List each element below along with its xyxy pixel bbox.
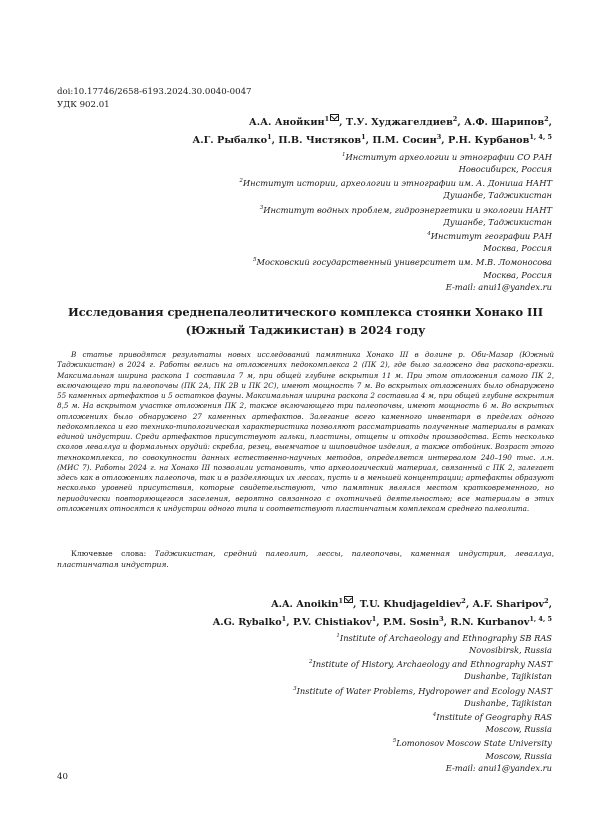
en-affiliation-city: Novosibirsk, Russia <box>468 645 552 656</box>
ru-affiliations <box>239 149 552 293</box>
doi-block <box>57 86 252 112</box>
en-affiliation: $^3$Institute of Water Problems, Hydropower and Ecology NAST <box>293 685 552 696</box>
en-email[interactable]: E-mail: anui1@yandex.ru <box>445 762 552 773</box>
en-affiliation: $^5$Lomonosov Moscow State University <box>392 738 552 749</box>
ru-author: П.М. Сосин$^3$, <box>372 133 448 147</box>
en-author: A.F. Sharipov$^2$, <box>472 597 552 611</box>
en-affiliation-city: Moscow, Russia <box>485 750 552 761</box>
keywords-label: Ключевые слова: <box>71 549 147 558</box>
ru-author: А.А. Анойкин$^1$ , <box>248 115 346 129</box>
page-number: 40 <box>57 772 68 782</box>
en-author: A.A. Anoikin$^1$ , <box>271 597 360 611</box>
en-affiliation-city: Dushanbe, Tajikistan <box>463 697 552 708</box>
en-affiliation-city: Dushanbe, Tajikistan <box>463 671 552 682</box>
ru-authors <box>192 112 552 148</box>
en-author-line-1 <box>213 594 552 612</box>
ru-affiliation-city: Душанбе, Таджикистан <box>443 216 552 227</box>
ru-author: Т.У. Худжагелдиев$^2$, <box>345 115 465 129</box>
en-affiliations <box>293 630 552 774</box>
title-line-1: Исследования среднепалеолитического комплекса стоянки Хонако III <box>67 305 544 319</box>
ru-affiliation: $^4$Институт географии РАН <box>427 230 552 241</box>
ru-affiliation-city: Москва, Россия <box>483 243 552 254</box>
en-affiliation: $^4$Institute of Geography RAS <box>432 711 552 722</box>
en-affiliation: $^2$Institute of History, Archaeology and Ethnography NAST <box>309 659 552 670</box>
udk-line: УДК 902.01 <box>57 100 110 110</box>
ru-email[interactable]: E-mail: anui1@yandex.ru <box>445 281 552 292</box>
doi-line[interactable]: doi:10.17746/2658-6193.2024.30.0040-0047 <box>57 87 252 97</box>
en-author: A.G. Rybalko$^1$, <box>212 615 293 629</box>
mail-icon <box>330 114 339 121</box>
title-line-2: (Южный Таджикистан) в 2024 году <box>185 323 426 337</box>
ru-affiliation-city: Душанбе, Таджикистан <box>443 190 552 201</box>
en-author: P.M. Sosin$^3$, <box>382 615 451 629</box>
en-authors <box>213 594 552 630</box>
ru-affiliation: $^5$Московский государственный университет им. М.В. Ломоносова <box>252 257 552 268</box>
ru-author: Р.Н. Курбанов$^{1, 4, 5}$ <box>448 133 552 147</box>
ru-affiliation: $^3$Институт водных проблем, гидроэнергетики и экологии НАНТ <box>259 204 552 215</box>
mail-icon <box>344 596 353 603</box>
article-title <box>57 303 554 339</box>
ru-author: П.В. Чистяков$^1$, <box>278 133 373 147</box>
ru-affiliation-city: Новосибирск, Россия <box>458 164 552 175</box>
ru-author-line-2 <box>192 130 552 148</box>
en-author: P.V. Chistiakov$^1$, <box>292 615 383 629</box>
ru-affiliation-city: Москва, Россия <box>483 269 552 280</box>
keywords-text: Таджикистан, средний палеолит, лессы, палеопочвы, каменная индустрия, леваллуа, пластинчатая индустрия. <box>57 549 554 569</box>
ru-author: А.Ф. Шарипов$^2$, <box>464 115 552 129</box>
ru-author-line-1 <box>192 112 552 130</box>
en-affiliation-city: Moscow, Russia <box>485 724 552 735</box>
en-author: T.U. Khudjageldiev$^2$, <box>359 597 473 611</box>
ru-affiliation: $^2$Институт истории, археологии и этнографии им. А. Дониша НАНТ <box>239 178 552 189</box>
en-affiliation: $^1$Institute of Archaeology and Ethnography SB RAS <box>336 632 552 643</box>
en-author-line-2 <box>213 612 552 630</box>
ru-author: А.Г. Рыбалко$^1$, <box>192 133 279 147</box>
en-author: R.N. Kurbanov$^{1, 4, 5}$ <box>450 615 552 629</box>
abstract: В статье приводятся результаты новых исследований памятника Хонако III в долине р. Оби-Мазар (Южный Таджикистан) в 2024 г. Работы велись на отложениях педокомплекса 2 (ПК 2), где было заложено два раскопа-врезки. Максимальная ширина раскопа 1 составила 7 м, при общей глубине вскрытия 11 м. При этом отложения самого ПК 2, включающего три палеопочвы (ПК 2А, ПК 2В и ПК 2С), имеют мощность 7 м. Во вскрытых отложениях было обнаружено 55 каменных артефактов и 5 остатков фауны. Максимальная ширина раскопа 2 составила 4 м, при общей глубине вскрытия 8,5 м. На вскрытом участке отложения ПК 2, также включающего три палеопочвы, имеют мощность 6 м. Во вскрытых отложениях было обнаружено 27 каменных артефактов. Залегание всего каменного инвентаря в пределах одного педокомплекса и его технико-типологическая характеристика позволяют рассматривать полученные материалы в рамках единой индустрии. Среди артефактов присутствуют гальки, пластины, отщепы и отходы производства. Есть несколько сколов леваллуа и формальных орудий: скребла, резец, выемчатое и шиповидное изделия, а также отбойник. Возраст этого технокомплекса, по совокупности данных естественно-научных методов, определяется интервалом 240–190 тыс. л.н. (МИС 7). Работы 2024 г. на Хонако III позволили установить, что археологический материал, связанный с ПК 2, залегает здесь как в отложениях палеопочв, так и в разделяющих их лессах, пусть и в меньшей концентрации; артефакты образуют несколько уровней присутствия, которые свидетельствуют, что памятник являлся местом кратковременного, но периодически повторяющегося заселения, вероятно связанного с охотничьей деятельностью; все материалы в этих отложениях относятся к индустрии одного типа и соответствуют пластинчатым комплексам среднего палеолита. <box>57 350 554 513</box>
keywords <box>57 549 554 570</box>
ru-affiliation: $^1$Институт археологии и этнографии СО РАН <box>342 151 552 162</box>
